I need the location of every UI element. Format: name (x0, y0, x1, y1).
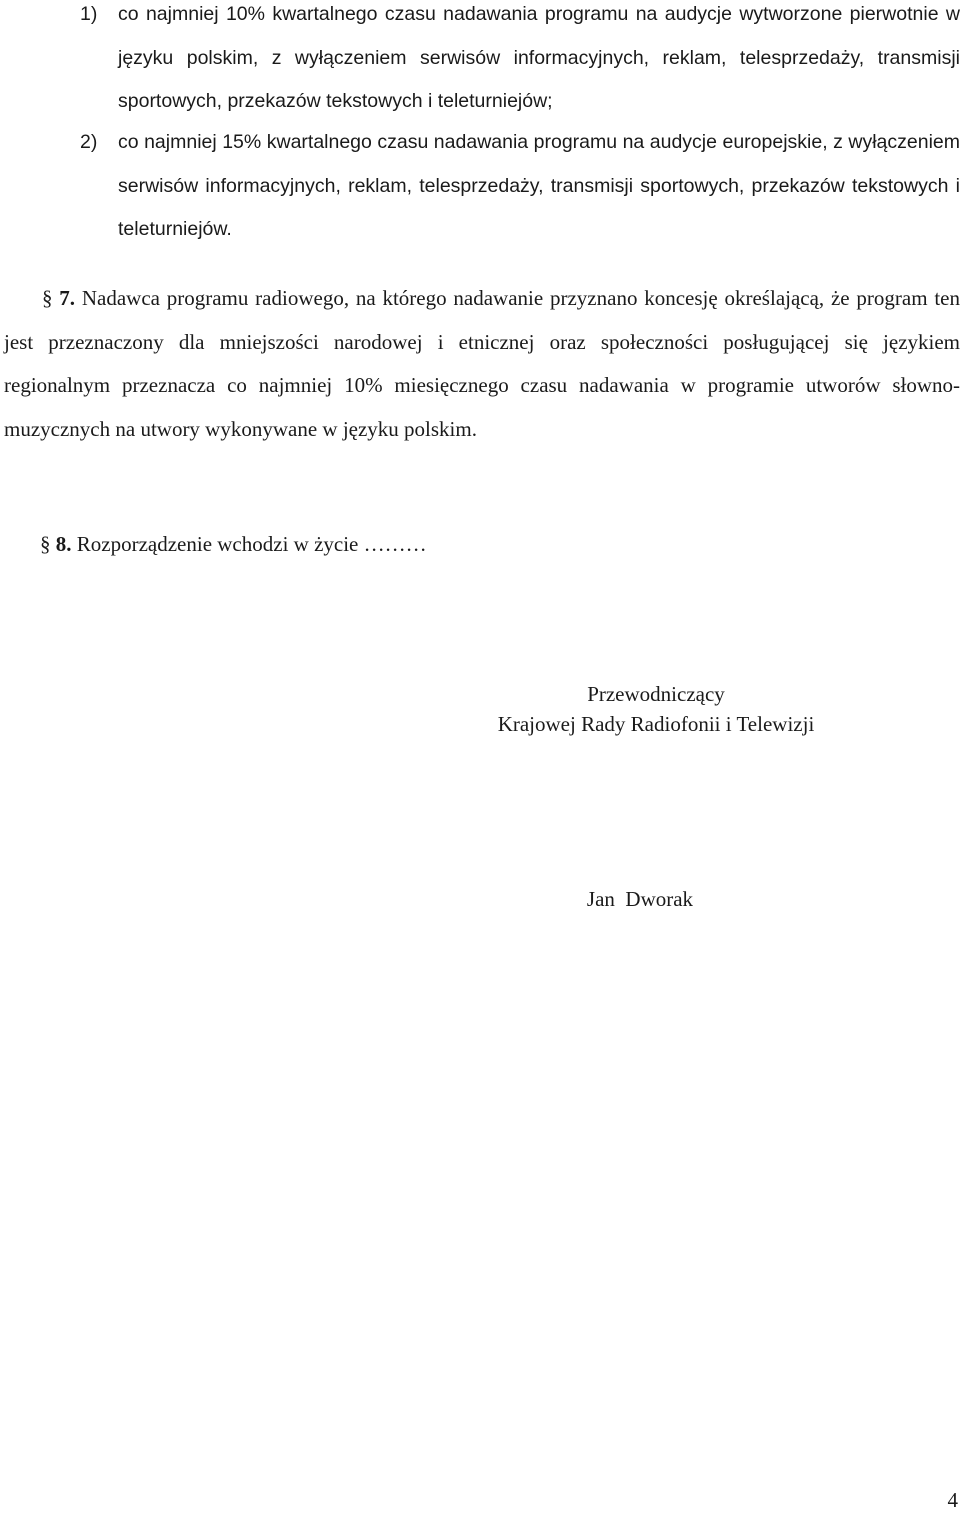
section-number: 7. (59, 286, 76, 310)
section-8-text: Rozporządzenie wchodzi w życie ……… (76, 532, 427, 556)
signature-title-line2: Krajowej Rady Radiofonii i Telewizji (497, 712, 815, 736)
list-item-text: co najmniej 10% kwartalnego czasu nadawania programu na audycje wytworzone pierwotnie w języku polskim, z wyłączeniem serwisów informacyjnych, reklam, telesprzedaży, transmisji sportowych, przekazów tekstowych i teleturniejów; (118, 3, 960, 112)
list-item (80, 0, 960, 124)
signature-name: Jan Dworak (586, 887, 694, 911)
section-symbol: § (42, 286, 53, 310)
section-7-text: Nadawca programu radiowego, na którego nadawanie przyznano koncesję określającą, że program ten jest przeznaczony dla mniejszości narodowej i etnicznej oraz społeczności posługującej się językiem regionalnym przeznacza co najmniej 10% miesięcznego czasu nadawania w programie utworów słowno-muzycznych na utwory wykonywane w języku polskim. (4, 286, 960, 441)
section-8-paragraph (40, 524, 427, 564)
section-symbol: § (40, 532, 51, 556)
signature-title-line1: Przewodniczący (587, 682, 725, 706)
section-7-paragraph (4, 277, 960, 451)
list-item-text: co najmniej 15% kwartalnego czasu nadawania programu na audycje europejskie, z wyłączeniem serwisów informacyjnych, reklam, telesprzedaży, transmisji sportowych, przekazów tekstowych i teleturniejów. (118, 131, 960, 240)
page-number: 4 (947, 1488, 958, 1512)
section-number: 8. (55, 532, 72, 556)
list-item-number: 2) (80, 131, 98, 153)
list-item (80, 121, 960, 252)
list-item-number: 1) (80, 3, 98, 25)
